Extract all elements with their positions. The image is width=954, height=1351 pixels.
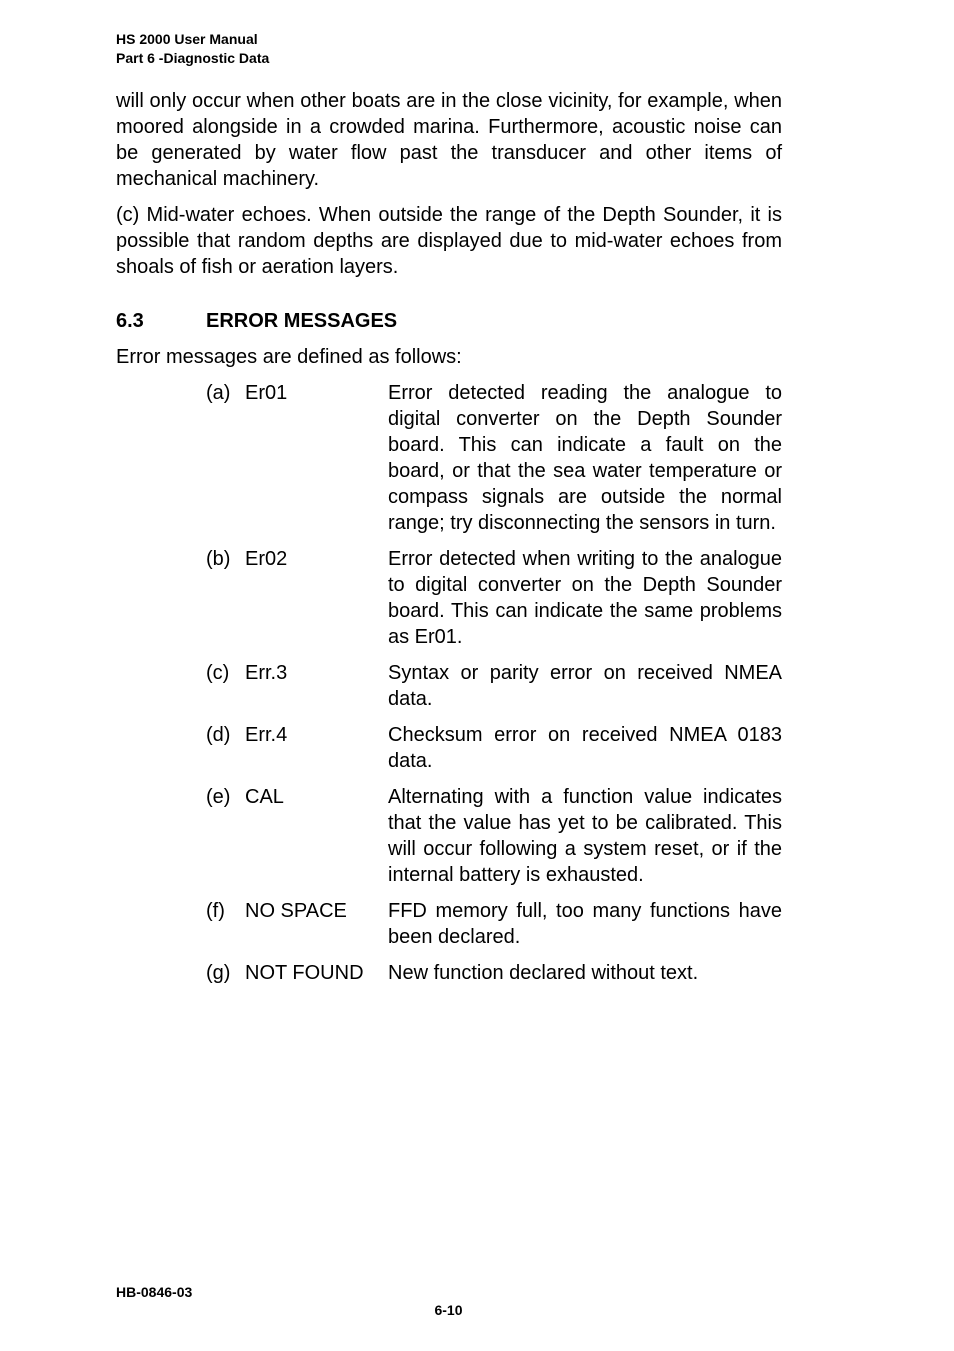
error-description: FFD memory full, too many functions have been declared. [388, 900, 782, 948]
error-letter: (b) [206, 548, 231, 570]
error-description: Syntax or parity error on received NMEA data. [388, 662, 782, 710]
error-description: Error detected reading the analogue to digital converter on the Depth Sounder board. This can indicate a fault on the board, or that the sea water temperature or compass signals are outside the normal range; try disconnecting the sensors in turn. [388, 382, 782, 534]
error-description: Checksum error on received NMEA 0183 data. [388, 724, 782, 772]
section-heading [116, 308, 782, 334]
page-content [116, 88, 782, 996]
error-code: Err.4 [245, 724, 288, 746]
document-reference: HB-0846-03 [116, 1284, 193, 1300]
body-paragraph-1: will only occur when other boats are in the close vicinity, for example, when moored alongside in a crowded marina. Furthermore, acoustic noise can be generated by water flow past the transducer and other items of mechanical machinery. [116, 90, 782, 190]
error-item-d [206, 722, 782, 774]
error-description: New function declared without text. [388, 962, 699, 984]
error-item-a [206, 380, 782, 536]
error-letter: (a) [206, 382, 231, 404]
error-item-g [206, 960, 782, 986]
page-header [116, 30, 269, 68]
error-letter: (c) [206, 662, 230, 684]
error-letter: (e) [206, 786, 231, 808]
error-list [206, 380, 782, 986]
error-letter: (d) [206, 724, 231, 746]
section-number: 6.3 [116, 310, 144, 332]
part-title: Part 6 -Diagnostic Data [116, 50, 270, 66]
manual-title: HS 2000 User Manual [116, 31, 258, 47]
section-intro: Error messages are defined as follows: [116, 346, 462, 368]
section-title: ERROR MESSAGES [206, 310, 398, 332]
page-number: 6-10 [434, 1302, 463, 1318]
error-code: Er02 [245, 548, 288, 570]
error-code: CAL [245, 786, 284, 808]
error-item-f [206, 898, 782, 950]
error-code: Err.3 [245, 662, 288, 684]
error-item-e [206, 784, 782, 888]
body-paragraph-2: (c) Mid-water echoes. When outside the range of the Depth Sounder, it is possible that random depths are displayed due to mid-water echoes from shoals of fish or aeration layers. [116, 204, 782, 278]
error-letter: (f) [206, 900, 225, 922]
error-code: Er01 [245, 382, 288, 404]
error-code: NO SPACE [245, 900, 347, 922]
error-letter: (g) [206, 962, 231, 984]
error-item-b [206, 546, 782, 650]
error-code: NOT FOUND [245, 962, 364, 984]
error-item-c [206, 660, 782, 712]
error-description: Error detected when writing to the analogue to digital converter on the Depth Sounder board. This can indicate the same problems as Er01. [388, 548, 782, 648]
error-description: Alternating with a function value indicates that the value has yet to be calibrated. This will occur following a system reset, or if the internal battery is exhausted. [388, 786, 782, 886]
